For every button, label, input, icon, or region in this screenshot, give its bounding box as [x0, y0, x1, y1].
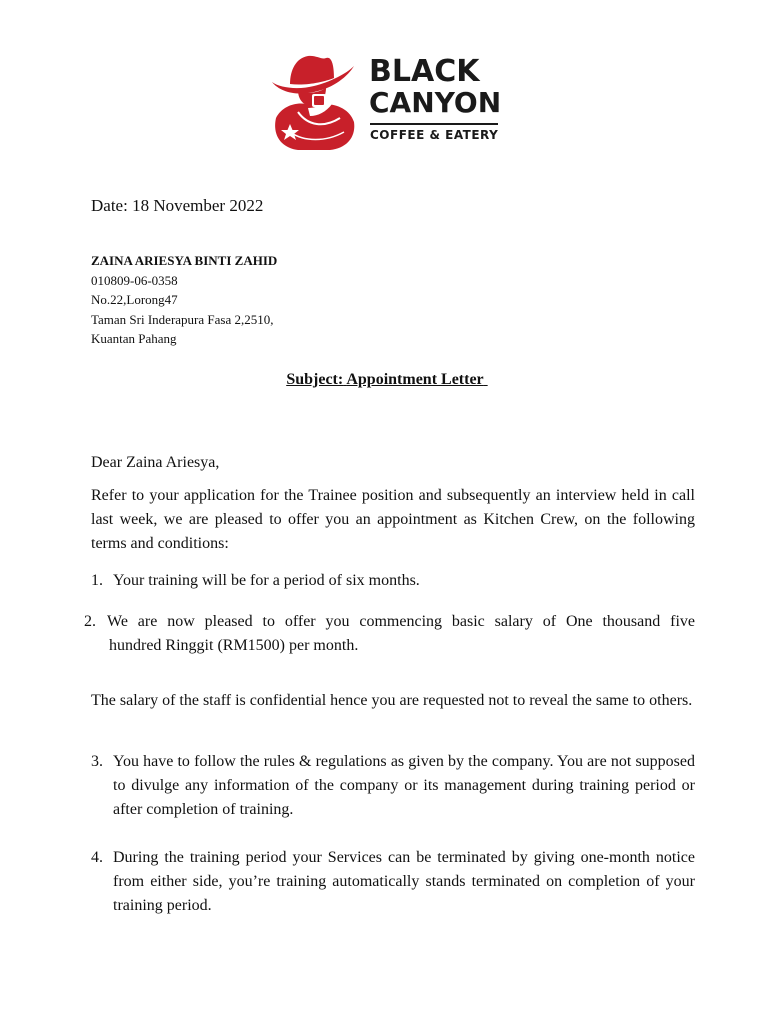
list-item-number: 1. [91, 572, 103, 589]
subject-text [280, 371, 487, 388]
list-item-text: Your training will be for a period of six months. [113, 572, 420, 589]
logo-tagline: COFFEE & EATERY [370, 128, 499, 142]
list-item-number: 4. [91, 849, 103, 866]
list-item-text: You have to follow the rules & regulations as given by the company. You are not supposed to divulge any information of the company or its management during training period or after completion of training. [113, 753, 695, 818]
recipient-address-line3: Kuantan Pahang [91, 331, 177, 346]
list-item-text-line1: We are now pleased to offer you commencing basic salary of One thousand five [107, 613, 695, 630]
list-item [91, 846, 695, 918]
list-item-text [84, 610, 695, 658]
list-item-text: During the training period your Services can be terminated by giving one-month notice from either side, you’re training automatically stands terminated on completion of your training period. [113, 849, 695, 914]
logo-divider [370, 123, 498, 125]
cowboy-logo-icon [268, 48, 360, 152]
logo-text-black: BLACK [369, 54, 480, 89]
list-item [91, 569, 695, 593]
recipient-ic-number: 010809-06-0358 [91, 272, 178, 288]
confidential-paragraph: The salary of the staff is confidential hence you are requested not to reveal the same to others. [91, 692, 693, 709]
salutation: Dear Zaina Ariesya, [91, 454, 220, 471]
logo-text-canyon: CANYON [369, 86, 502, 119]
intro-paragraph: Refer to your application for the Trainee position and subsequently an interview held in call last week, we are pleased to offer you an appointment as Kitchen Crew, on the following terms and conditions: [91, 487, 695, 552]
list-item-number: 2. [84, 613, 96, 630]
recipient-address-block [91, 251, 277, 349]
subject-line [0, 371, 768, 389]
list-item-number: 3. [91, 753, 103, 770]
recipient-name: ZAINA ARIESYA BINTI ZAHID [91, 253, 278, 268]
letter-date: Date: 18 November 2022 [91, 196, 264, 215]
company-logo [268, 48, 508, 152]
list-item-text-line2: hundred Ringgit (RM1500) per month. [109, 637, 359, 654]
subject-title: Appointment Letter [346, 371, 484, 388]
list-item [84, 610, 695, 658]
recipient-address-line1: No.22,Lorong47 [91, 292, 178, 307]
recipient-address-line2: Taman Sri Inderapura Fasa 2,2510, [91, 311, 274, 327]
subject-prefix: Subject: [286, 371, 344, 388]
list-item [91, 750, 695, 822]
